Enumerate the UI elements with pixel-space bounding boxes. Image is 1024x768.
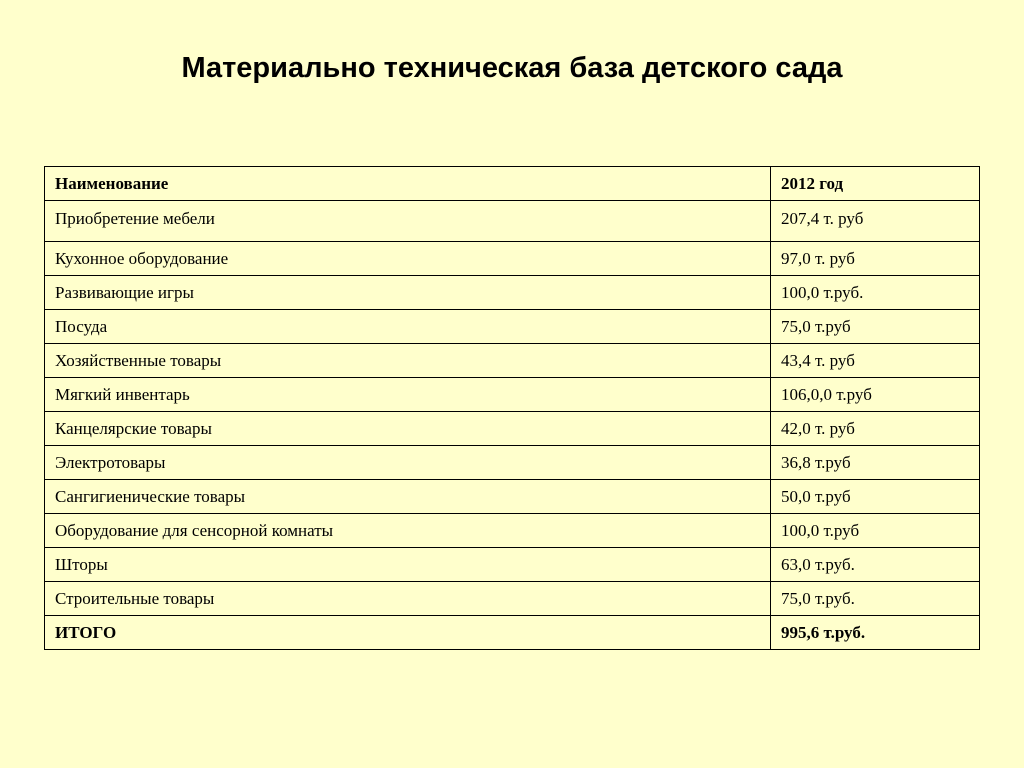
row-value-cell: 36,8 т.руб	[771, 446, 980, 480]
table-row	[45, 412, 980, 446]
row-value-cell: 97,0 т. руб	[771, 242, 980, 276]
row-name-cell: Мягкий инвентарь	[45, 378, 771, 412]
table-row	[45, 548, 980, 582]
table-row	[45, 242, 980, 276]
table-row	[45, 310, 980, 344]
table-row	[45, 276, 980, 310]
total-name-cell: ИТОГО	[45, 616, 771, 650]
table-header-row	[45, 167, 980, 201]
table-row	[45, 480, 980, 514]
row-name-cell: Хозяйственные товары	[45, 344, 771, 378]
row-name-cell: Развивающие игры	[45, 276, 771, 310]
row-value-cell: 75,0 т.руб	[771, 310, 980, 344]
table-row	[45, 344, 980, 378]
table-row	[45, 582, 980, 616]
row-name-cell: Кухонное оборудование	[45, 242, 771, 276]
row-value-cell: 100,0 т.руб.	[771, 276, 980, 310]
row-value-cell: 50,0 т.руб	[771, 480, 980, 514]
row-value-cell: 63,0 т.руб.	[771, 548, 980, 582]
row-name-cell: Канцелярские товары	[45, 412, 771, 446]
row-value-cell: 106,0,0 т.руб	[771, 378, 980, 412]
row-name-cell: Электротовары	[45, 446, 771, 480]
row-value-cell: 42,0 т. руб	[771, 412, 980, 446]
table-row	[45, 514, 980, 548]
slide-title: Материально техническая база детского сада	[181, 52, 843, 84]
row-name-cell: Шторы	[45, 548, 771, 582]
table-total-row	[45, 616, 980, 650]
header-name-cell: Наименование	[45, 167, 771, 201]
table-row	[45, 201, 980, 242]
row-name-cell: Посуда	[45, 310, 771, 344]
table-row	[45, 378, 980, 412]
row-value-cell: 207,4 т. руб	[771, 201, 980, 242]
row-name-cell: Сангигиенические товары	[45, 480, 771, 514]
row-value-cell: 75,0 т.руб.	[771, 582, 980, 616]
row-value-cell: 43,4 т. руб	[771, 344, 980, 378]
table-row	[45, 446, 980, 480]
row-value-cell: 100,0 т.руб	[771, 514, 980, 548]
row-name-cell: Приобретение мебели	[45, 201, 771, 242]
row-name-cell: Оборудование для сенсорной комнаты	[45, 514, 771, 548]
budget-table	[44, 166, 980, 650]
header-year-cell: 2012 год	[771, 167, 980, 201]
row-name-cell: Строительные товары	[45, 582, 771, 616]
total-value-cell: 995,6 т.руб.	[771, 616, 980, 650]
